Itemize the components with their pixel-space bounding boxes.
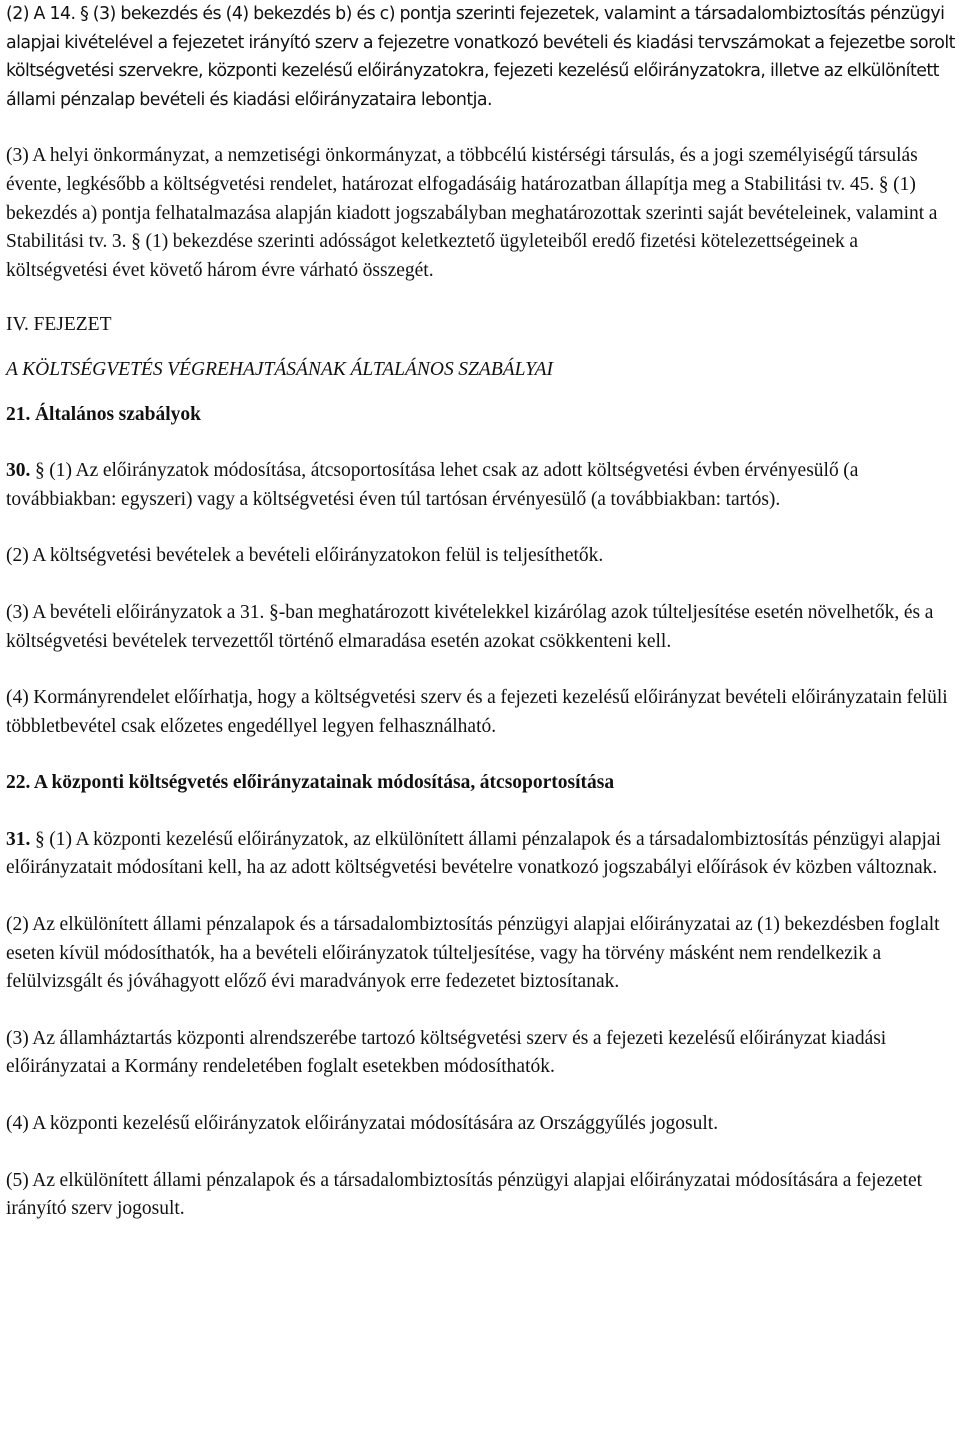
paragraph-14-3: (3) A helyi önkormányzat, a nemzetiségi önkormányzat, a többcélú kistérségi társulás, és a jogi személyiségű társulás évente, legkésőbb a költségvetési rendelet, határozat elfogadásáig határozatban állapítja meg a Stabilitási tv. 45. § (1) bekezdés a) pontja felhatalmazása alapján kiadott jogszabályban meghatározottak szerinti saját bevételeinek, valamint a Stabilitási tv. 3. § (1) bekezdése szerinti adósságot keletkeztető ügyleteiből eredő fizetési kötelezettségeinek a költségvetési évet követő három évre várható összegét. [6, 145, 938, 281]
paragraph-31-5: (5) Az elkülönített állami pénzalapok és a társadalombiztosítás pénzügyi alapjai előirányzatai módosítására a fejezetet irányító szerv jogosult. [6, 1169, 923, 1220]
section-number-30: 30. [6, 460, 31, 482]
chapter-title: A KÖLTSÉGVETÉS VÉGREHAJTÁSÁNAK ÁLTALÁNOS SZABÁLYAI [6, 358, 553, 380]
section-heading-22: 22. A központi költségvetés előirányzatainak módosítása, átcsoportosítása [6, 772, 615, 794]
section-number-31: 31. [6, 828, 31, 850]
paragraph-30-2: (2) A költségvetési bevételek a bevételi előirányzatokon felül is teljesíthetők. [6, 545, 604, 567]
paragraph-31-3: (3) Az államháztartás központi alrendszerébe tartozó költségvetési szerv és a fejezeti kezelésű előirányzat kiadási előirányzatai a Kormány rendeletében foglalt esetekben módosíthatók. [6, 1027, 887, 1078]
paragraph-31-1-text: § (1) A központi kezelésű előirányzatok, az elkülönített állami pénzalapok és a társadalombiztosítás pénzügyi alapjai előirányzatait módosítani kell, ha az adott költségvetési bevételre vonatkozó jogszabályi előírások év közben változnak. [6, 828, 941, 879]
paragraph-30-4: (4) Kormányrendelet előírhatja, hogy a költségvetési szerv és a fejezeti kezelésű előirányzat bevételi előirányzatain felüli többletbevétel csak előzetes engedéllyel legyen felhasználható. [6, 687, 948, 737]
document-page [6, 0, 956, 1224]
paragraph-14-2: (2) A 14. § (3) bekezdés és (4) bekezdés b) és c) pontja szerinti fejezetek, valamint a társadalombiztosítás pénzügyi alapjai kivételével a fejezetet irányító szerv a fejezetre vonatkozó bevételi és kiadási tervszámokat a fejezetbe sorolt költségvetési szervekre, központi kezelésű előirányzatokra, fejezeti kezelésű előirányzatokra, illetve az elkülönített állami pénzalap bevételi és kiadási előirányzataira lebontja. [6, 4, 955, 110]
paragraph-30-1 [6, 457, 956, 514]
paragraph-31-1 [6, 826, 956, 883]
paragraph-31-2: (2) Az elkülönített állami pénzalapok és a társadalombiztosítás pénzügyi alapjai előirányzatai az (1) bekezdésben foglalt eseten kívül módosíthatók, ha a bevételi előirányzatok túlteljesítése, vagy ha törvény másként nem rendelkezik a felülvizsgált és jóváhagyott előző évi maradványok erre fedezetet biztosítanak. [6, 914, 940, 993]
paragraph-30-3: (3) A bevételi előirányzatok a 31. §-ban meghatározott kivételekkel kizárólag azok túlteljesítése esetén növelhetők, és a költségvetési bevételek tervezettől történő elmaradása esetén azokat csökkenteni kell. [6, 601, 934, 652]
paragraph-31-4: (4) A központi kezelésű előirányzatok előirányzatai módosítására az Országgyűlés jogosult. [6, 1113, 719, 1135]
paragraph-30-1-text: § (1) Az előirányzatok módosítása, átcsoportosítása lehet csak az adott költségvetési évben érvényesülő (a továbbiakban: egyszeri) vagy a költségvetési éven túl tartósan érvényesülő (a továbbiakban: tartós). [6, 460, 859, 510]
chapter-number: IV. FEJEZET [6, 314, 112, 336]
section-heading-21: 21. Általános szabályok [6, 403, 201, 425]
